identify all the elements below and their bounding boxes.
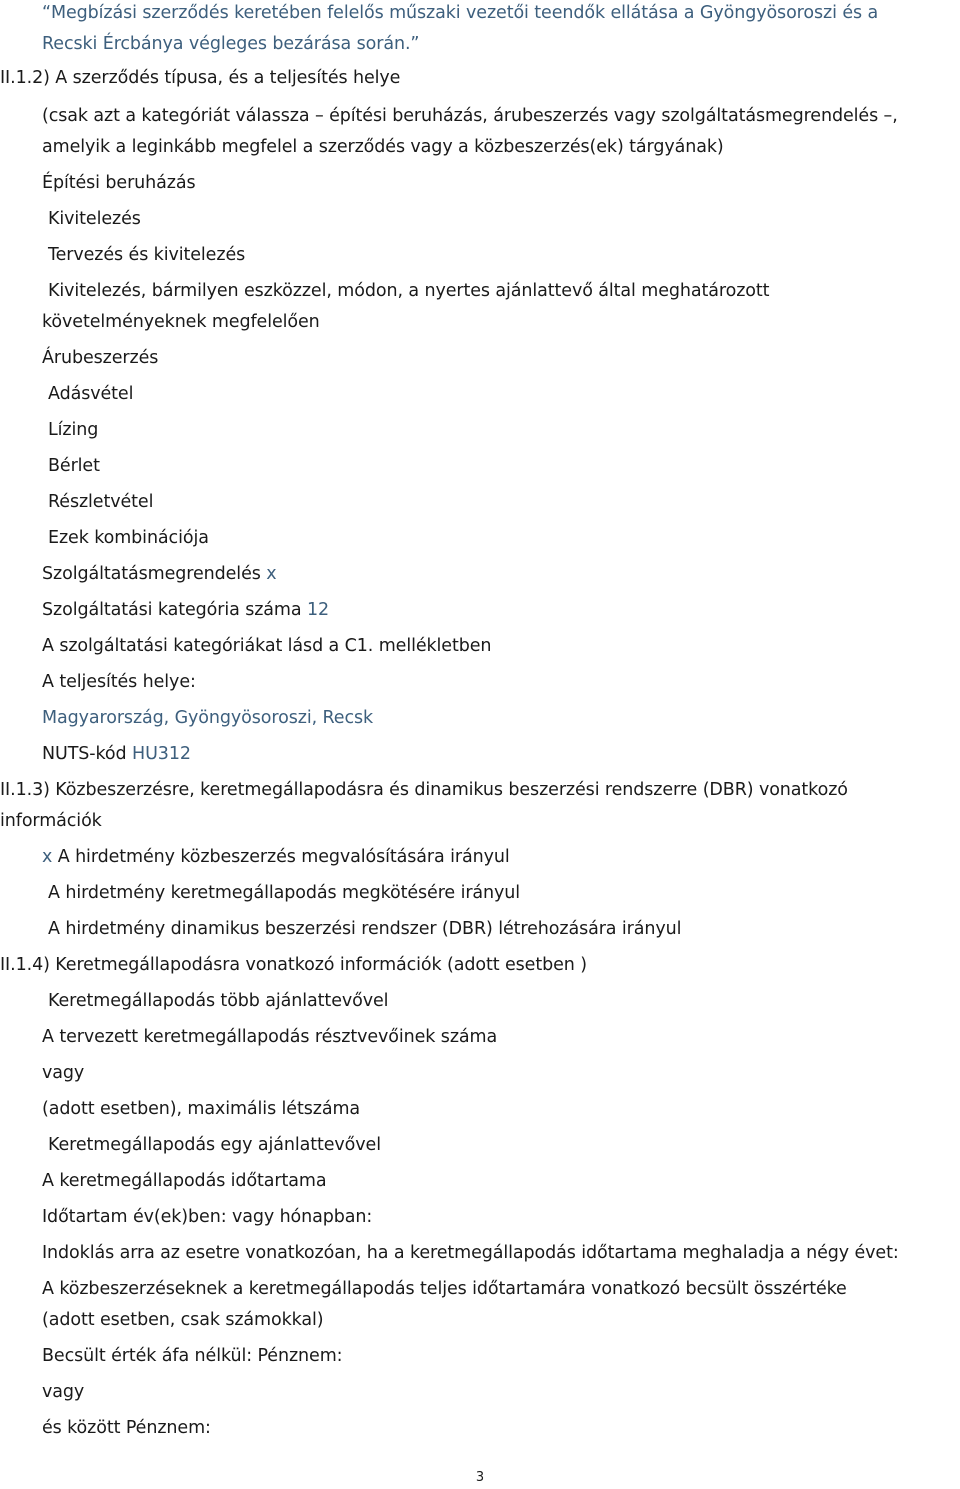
notice-option-dps: A hirdetmény dinamikus beszerzési rendszer (DBR) létrehozására irányul — [48, 919, 682, 939]
category-note-line-1: (csak azt a kategóriát válassza – építési beruházás, árubeszerzés vagy szolgáltatásmegrendelés –, — [42, 106, 898, 126]
section-heading-ii-1-4: II.1.4) Keretmegállapodásra vonatkozó információk (adott esetben ) — [0, 955, 587, 975]
works-option-any-means-line-2: követelményeknek megfelelően — [42, 312, 320, 332]
framework-multiple-operators: Keretmegállapodás több ajánlattevővel — [48, 991, 389, 1011]
place-of-performance-label: A teljesítés helye: — [42, 672, 196, 692]
nuts-code-label: NUTS-kód — [42, 744, 127, 764]
framework-maximum-number: (adott esetben), maximális létszáma — [42, 1099, 361, 1119]
services-selected-mark: x — [266, 564, 277, 584]
works-category: Építési beruházás — [42, 173, 196, 193]
title-line-2: Recski Ércbánya végleges bezárása során.” — [42, 34, 420, 54]
framework-or-1: vagy — [42, 1063, 85, 1083]
framework-participants-number: A tervezett keretmegállapodás résztvevőinek száma — [42, 1027, 498, 1047]
framework-single-operator: Keretmegállapodás egy ajánlattevővel — [48, 1135, 381, 1155]
works-option-design-construction: Tervezés és kivitelezés — [48, 245, 246, 265]
section-heading-ii-1-2: II.1.2) A szerződés típusa, és a teljesítés helye — [0, 68, 401, 88]
service-category-value: 12 — [306, 600, 330, 620]
nuts-code-value: HU312 — [132, 744, 191, 764]
works-option-construction: Kivitelezés — [48, 209, 141, 229]
framework-duration: A keretmegállapodás időtartama — [42, 1171, 327, 1191]
supplies-category: Árubeszerzés — [42, 348, 159, 368]
framework-estimated-value-excl-vat: Becsült érték áfa nélkül: Pénznem: — [42, 1346, 343, 1366]
works-option-any-means-line-1: Kivitelezés, bármilyen eszközzel, módon, a nyertes ajánlattevő által meghatározott — [48, 281, 770, 301]
notice-option-procurement-row — [42, 845, 510, 869]
notice-option-procurement: A hirdetmény közbeszerzés megvalósítására irányul — [57, 847, 510, 867]
service-category-note: A szolgáltatási kategóriákat lásd a C1. mellékletben — [42, 636, 492, 656]
framework-or-2: vagy — [42, 1382, 85, 1402]
services-category: Szolgáltatásmegrendelés — [42, 564, 261, 584]
title-line-1: “Megbízási szerződés keretében felelős műszaki vezetői teendők ellátása a Gyöngyösoroszi és a — [42, 3, 879, 23]
notice-option-procurement-mark: x — [42, 847, 53, 867]
framework-duration-justification: Indoklás arra az esetre vonatkozóan, ha a keretmegállapodás időtartama meghaladja a négy évet: — [42, 1243, 899, 1263]
supplies-option-rental: Bérlet — [48, 456, 100, 476]
place-of-performance-value: Magyarország, Gyöngyösoroszi, Recsk — [42, 708, 374, 728]
supplies-option-purchase: Adásvétel — [48, 384, 134, 404]
service-category-label: Szolgáltatási kategória száma — [42, 600, 302, 620]
services-category-row — [42, 562, 277, 586]
section-heading-ii-1-3-line-2: információk — [0, 811, 102, 831]
framework-range-currency: és között Pénznem: — [42, 1418, 211, 1438]
page-number: 3 — [475, 1470, 485, 1485]
service-category-row — [42, 598, 329, 622]
category-note-line-2: amelyik a leginkább megfelel a szerződés vagy a közbeszerzés(ek) tárgyának) — [42, 137, 724, 157]
supplies-option-hire-purchase: Részletvétel — [48, 492, 154, 512]
framework-estimated-total-value: A közbeszerzéseknek a keretmegállapodás teljes időtartamára vonatkozó becsült összértéke — [42, 1279, 847, 1299]
section-heading-ii-1-3-line-1: II.1.3) Közbeszerzésre, keretmegállapodásra és dinamikus beszerzési rendszerre (DBR) vonatkozó — [0, 780, 848, 800]
framework-figures-only: (adott esetben, csak számokkal) — [42, 1310, 324, 1330]
nuts-code-row — [42, 742, 191, 766]
framework-duration-units: Időtartam év(ek)ben: vagy hónapban: — [42, 1207, 373, 1227]
supplies-option-combination: Ezek kombinációja — [48, 528, 209, 548]
notice-option-framework: A hirdetmény keretmegállapodás megkötésére irányul — [48, 883, 521, 903]
supplies-option-lease: Lízing — [48, 420, 99, 440]
